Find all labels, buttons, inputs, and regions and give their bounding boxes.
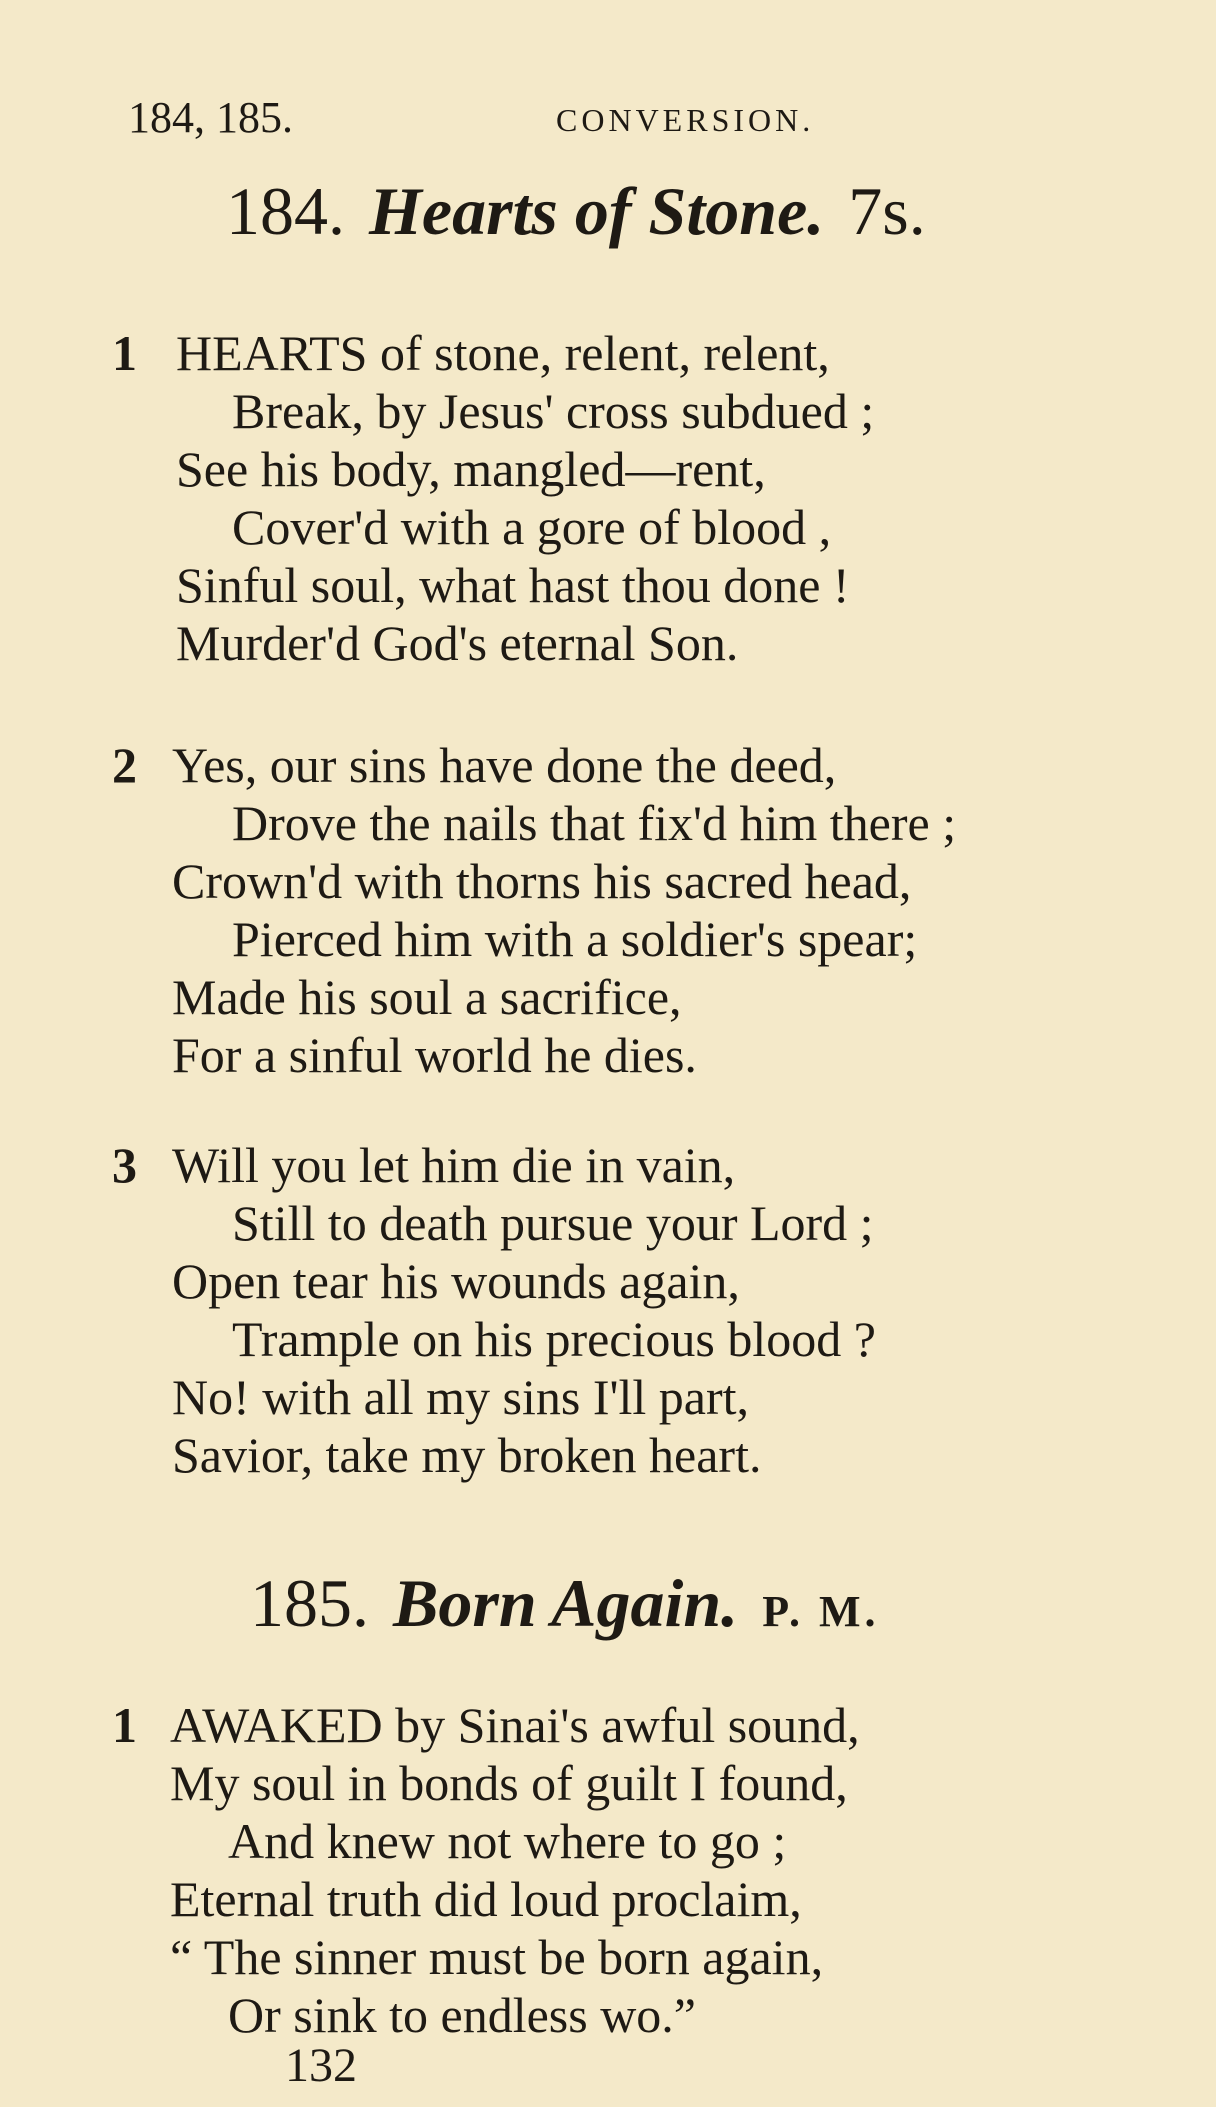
hymn-name: Born Again. <box>393 1565 739 1641</box>
verse-line: Will you let him die in vain, <box>172 1137 736 1193</box>
hymn-meter: P. M. <box>762 1587 880 1636</box>
verse-line: Cover'd with a gore of blood , <box>232 499 832 555</box>
verse-line: HEARTS of stone, relent, relent, <box>176 325 830 381</box>
page-number: 132 <box>285 2039 357 2092</box>
verse-line: AWAKED by Sinai's awful sound, <box>170 1697 860 1753</box>
verse-line: No! with all my sins I'll part, <box>172 1369 750 1425</box>
verse-line: Yes, our sins have done the deed, <box>172 737 837 793</box>
verse-line: Pierced him with a soldier's spear; <box>232 911 918 967</box>
verse-line: My soul in bonds of guilt I found, <box>170 1755 848 1811</box>
verse-number: 3 <box>112 1137 137 1193</box>
verse-line: Trample on his precious blood ? <box>232 1311 876 1367</box>
page-range: 184, 185. <box>128 93 293 142</box>
verse-number: 1 <box>112 325 137 381</box>
hymn-number: 185. <box>250 1565 369 1641</box>
verse-line: Open tear his wounds again, <box>172 1253 740 1309</box>
verse-line: Made his soul a sacrifice, <box>172 969 682 1025</box>
verse-line: Sinful soul, what hast thou done ! <box>176 557 850 613</box>
hymn-number: 184. <box>226 173 345 249</box>
hymn-184-title <box>226 172 926 251</box>
verse-line: See his body, mangled—rent, <box>176 441 766 497</box>
verse-number: 2 <box>112 737 137 793</box>
verse-line: And knew not where to go ; <box>228 1813 787 1869</box>
verse-line: Break, by Jesus' cross subdued ; <box>232 383 875 439</box>
hymn-meter: 7s. <box>848 173 926 249</box>
verse-line: Eternal truth did loud proclaim, <box>170 1871 802 1927</box>
verse-line: Still to death pursue your Lord ; <box>232 1195 874 1251</box>
verse-line: For a sinful world he dies. <box>172 1027 697 1083</box>
hymn-185-title <box>250 1564 880 1643</box>
verse-line: Savior, take my broken heart. <box>172 1427 762 1483</box>
verse-line: “ The sinner must be born again, <box>170 1929 824 1985</box>
verse-number: 1 <box>112 1697 137 1753</box>
verse-line: Murder'd God's eternal Son. <box>176 615 739 671</box>
verse-line: Or sink to endless wo.” <box>228 1987 696 2043</box>
section-title: CONVERSION. <box>556 102 815 138</box>
hymn-name: Hearts of Stone. <box>369 173 825 249</box>
running-header <box>128 92 928 152</box>
verse-line: Crown'd with thorns his sacred head, <box>172 853 912 909</box>
verse-line: Drove the nails that fix'd him there ; <box>232 795 957 851</box>
